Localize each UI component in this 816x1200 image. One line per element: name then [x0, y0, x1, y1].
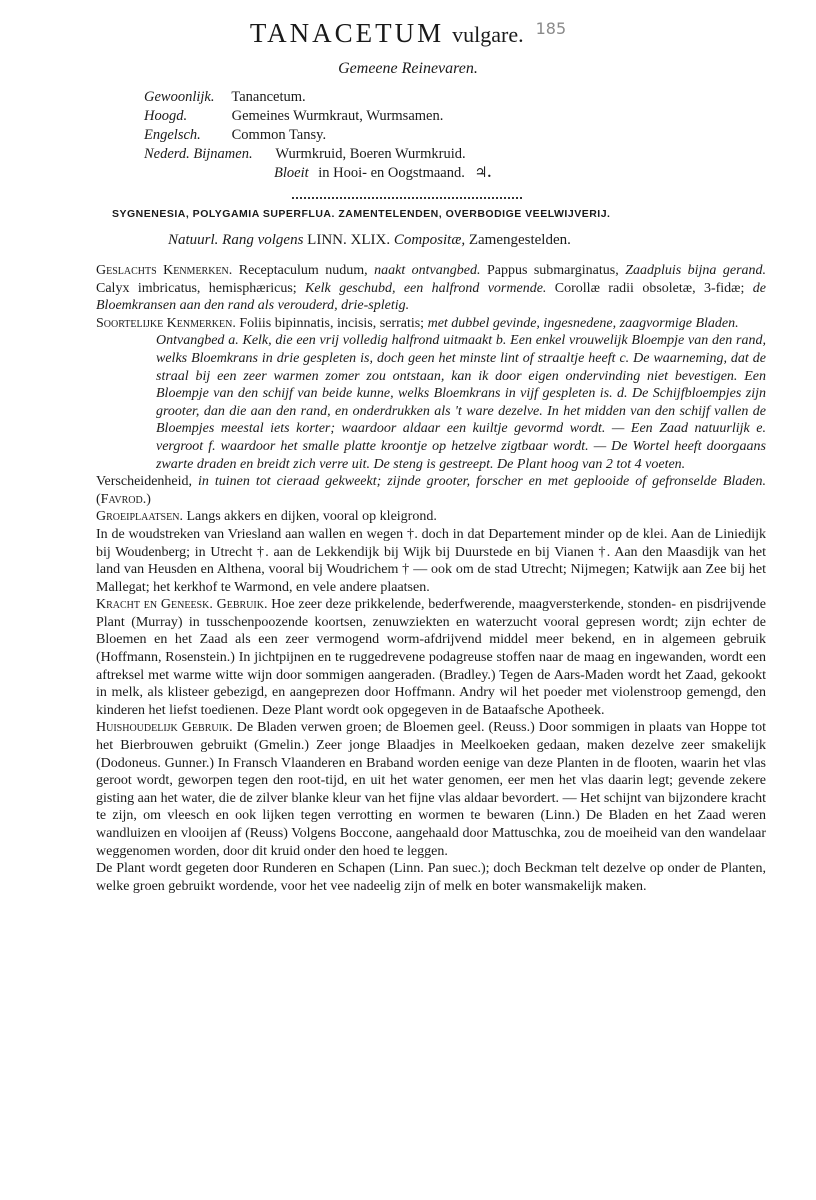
species-characters	[96, 315, 766, 333]
pencil-page-number: 185	[535, 19, 567, 38]
habitat-detail: In de woudstreken van Vriesland aan wallen en wegen †. doch in dat Departement minder op de klei. Aan de Liniedijk bij Woudenberg; in Utrecht †. aan de Lekkendijk bij Wijk bij Duurstede en bij Vianen †. Aan den Maasdijk van het land van Heusden en Althena, vooral bij Woudrichem † — ook om de stad Utrecht; Nijmegen; Katwijk aan Zee bij het Mallegat; het kerkhof te Warmond, en vele andere plaatsen.	[96, 526, 766, 595]
dutch-text: naakt ontvangbed.	[374, 263, 481, 278]
section-label: Huishoudelijk Gebruik.	[96, 720, 233, 736]
rank-ref: LINN. XLIX.	[307, 232, 391, 248]
dutch-text: de Bloemkransen aan den rand als verouderd, drie-spletig.	[96, 280, 767, 314]
bloei-key: Bloeit	[274, 165, 309, 181]
name-value: Wurmkruid, Boeren Wurmkruid.	[275, 146, 466, 162]
description-body	[96, 262, 766, 895]
medicinal-text: Hoe zeer deze prikkelende, bederfwerende, maagversterkende, stonden- en pisdrijvende Plant (Murray) in tusschenpoozende koortsen, zenuwziekten en waterzucht vooral gepresen wordt; zijn echter de Bloemen en het Zaad als een zeer vermogend worm-afdrijvend middel meer bekend, en in algemeen gebruik (Hoffmann, Rosenstein.) In jichtpijnen en te ruggedrevene podagreuse stoffen naar de maag en ingewanden, wordt een aftreksel met warme witte wijn door sommigen aangeraden. (Bradley.) Tegen de Aars-Maden wordt het Zaad, gekookt in melk, als klisteer gebezigd, en aangeprezen door Hoffmann. Andry wil het poeder met violenstroop gemengd, den kinderen het liefst toedienen. Deze Plant wordt ook opgegeven in de Bataafsche Apotheek.	[96, 597, 766, 718]
name-row	[144, 126, 491, 145]
name-value: Common Tansy.	[231, 127, 327, 143]
section-label: Groeiplaatsen.	[96, 509, 183, 525]
ornamental-divider	[292, 197, 522, 199]
latin-text: Receptaculum nudum,	[238, 263, 368, 278]
habitat-section	[96, 508, 766, 526]
flowering-period	[274, 164, 491, 183]
latin-text: Corollæ radii obsoletæ, 3-fidæ;	[554, 280, 745, 296]
livestock-section: De Plant wordt gegeten door Runderen en Schapen (Linn. Pan suec.); doch Beckman telt dezelve op onder de Planten, welke groen gebruikt wordende, voor het vee nadeelig zijn of melk en boter wansmakelijk maken.	[96, 861, 766, 894]
household-section	[96, 719, 766, 860]
name-value: Gemeines Wurmkraut, Wurmsamen.	[231, 108, 444, 124]
natural-rank	[168, 232, 571, 249]
name-row	[144, 107, 491, 126]
section-label: Kracht en Geneesk. Gebruik.	[96, 597, 268, 613]
rank-family: Compositæ,	[393, 232, 466, 248]
anatomy-description: Ontvangbed a. Kelk, die een vrij volledig halfrond uitmaakt b. Een enkel vrouwelijk Bloempje van den rand, welks Bloemkrans in drie gespleten is, doch geen het minste lint of straaltje heeft c. De waarneming, dat de straal bij een zeer warmen zomer zou ontstaan, kan ik door eigen ondervinding niet bevestigen. Een Bloempje van den schijf van beide kunne, welks Bloemkrans in vijf gespleten is. d. De Schijfbloempjes zijn grooter, dan die aan den rand, en onderdrukken als 't ware dezelve. In het midden van den schijf vallen de Bloempjes meestal iets korter; waardoor aldaar een kuiltje gevormd wordt. — Een Zaad natuurlijk e. vergroot f. waardoor het smalle platte kroontje op hetzelve zigtbaar wordt. — De Wortel heeft doorgaans zwarte draden en breidt zich verre uit. De steng is gestreept. De Plant hoog van 2 tot 4 voeten.	[156, 333, 766, 472]
latin-text: Pappus submarginatus,	[486, 263, 619, 278]
page-title	[0, 18, 816, 49]
citation: (Favrod.)	[96, 491, 151, 507]
variety-text: in tuinen tot cieraad gekweekt; zijnde grooter, forscher en met geplooide of gefronselde Bladen.	[198, 474, 766, 490]
latin-text: Foliis bipinnatis, incisis, serratis;	[239, 315, 425, 331]
name-value: Tanancetum.	[231, 89, 306, 105]
name-key: Engelsch.	[144, 127, 201, 143]
genus-name: TANACETUM	[249, 18, 445, 48]
genus-characters	[96, 262, 766, 315]
linnaean-classification: SYGNENESIA, POLYGAMIA SUPERFLUA. ZAMENTELENDEN, OVERBODIGE VEELWIJVERIJ.	[112, 208, 611, 220]
dutch-text: Kelk geschubd, een halfrond vormende.	[305, 280, 547, 296]
medicinal-section	[96, 596, 766, 719]
bloei-value: in Hooi- en Oogstmaand.	[318, 165, 465, 181]
perennial-symbol: ♃.	[474, 165, 492, 181]
variety-section	[96, 473, 766, 508]
dutch-text: met dubbel gevinde, ingesnedene, zaagvormige Bladen.	[427, 315, 739, 331]
name-row	[144, 88, 491, 107]
habitat-text: Langs akkers en dijken, vooral op kleigrond.	[186, 509, 437, 525]
species-name: vulgare.	[452, 22, 524, 47]
common-name: Gemeene Reinevaren.	[338, 60, 478, 77]
rank-label: Natuurl. Rang volgens	[168, 232, 304, 248]
dutch-text: Zaadpluis bijna gerand.	[625, 263, 767, 278]
rank-family-nl: Zamengestelden.	[468, 232, 571, 248]
name-key: Nederd. Bijnamen.	[144, 146, 253, 162]
household-text: De Bladen verwen groen; de Bloemen geel. (Reuss.) Door sommigen in plaats van Hoppe tot het Bierbrouwen gebruikt (Gmelin.) Zeer jonge Blaadjes in Meelkoeken gedaan, maken dezelve zeer smakelijk (Dodoneus. Gunner.) In Fransch Vlaanderen en Braband worden eenige van deze Planten in de flooten, waarin het vlas geroot wordt, geworpen tegen den root-tijd, en uit het water genomen, eer men het vlas daarin legt; gevende zekere gisting aan het water, die de zilver blanke kleur van het fijne vlas aldaar bevordert. — Het schijnt van bijzondere kracht te zijn, om vleesch en ook lijken tegen verrotting en wormen te bewaren (Linn.) De Bladen en het Zaad weren wandluizen en vlooijen af (Reuss) Volgens Boccone, aangehaald door Mattuschka, zou de moeiheid van den wandelaar weggenomen worden, door dit kruid onder den hoed te leggen.	[96, 720, 767, 859]
section-label: Soortelijke Kenmerken.	[96, 315, 236, 331]
name-row	[144, 145, 491, 164]
name-key: Gewoonlijk.	[144, 89, 215, 105]
section-label: Geslachts Kenmerken.	[96, 263, 233, 278]
latin-text: Calyx imbricatus, hemisphæricus;	[96, 280, 297, 296]
name-key: Hoogd.	[144, 108, 188, 124]
vernacular-names	[144, 88, 491, 183]
section-label: Verscheidenheid,	[96, 474, 193, 490]
